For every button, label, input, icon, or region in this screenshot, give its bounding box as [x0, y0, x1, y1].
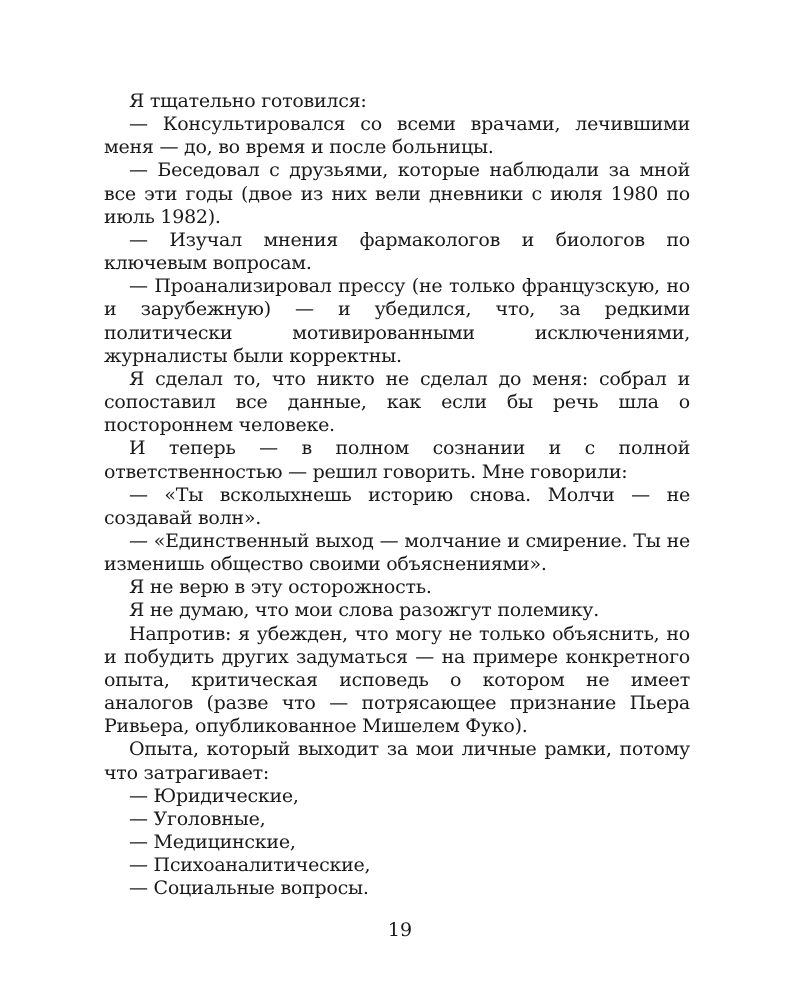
- paragraph: — Уголовные,: [129, 807, 266, 830]
- paragraph: Опыта, который выходит за мои личные рамки, потому что затрагивает:: [104, 738, 690, 784]
- paragraph: — Беседовал с друзьями, которые наблюдали за мной все эти годы (двое из них вели дневники с июля 1980 по июль 1982).: [104, 159, 690, 228]
- paragraph: — Проанализировал прессу (не только французскую, но и зарубежную) — и убедился, что, за редкими политически мотивированными исключениями, журналисты были корректны.: [104, 275, 690, 367]
- paragraph: Я не думаю, что мои слова разожгут полемику.: [129, 599, 600, 622]
- paragraph: Я не верю в эту осторожность.: [129, 576, 432, 599]
- paragraph: — Социальные вопросы.: [129, 877, 369, 900]
- paragraph: — «Единственный выход — молчание и смирение. Ты не изменишь общество своими объяснениями».: [104, 529, 690, 576]
- page-number: 19: [387, 919, 413, 941]
- paragraph: — Психоаналитические,: [129, 854, 371, 877]
- body-text: [104, 90, 690, 900]
- paragraph: — Консультировался со всеми врачами, лечившими меня — до, во время и после больницы.: [104, 113, 690, 159]
- paragraph: — Юридические,: [129, 784, 299, 807]
- paragraph: — «Ты всколыхнешь историю снова. Молчи — не создавай волн».: [104, 483, 690, 529]
- paragraph: — Изучал мнения фармакологов и биологов по ключевым вопросам.: [104, 228, 690, 275]
- paragraph: Я сделал то, что никто не сделал до меня: собрал и сопоставил все данные, как если бы речь шла о постороннем человеке.: [104, 367, 690, 437]
- paragraph: Я тщательно готовился:: [129, 90, 367, 112]
- paragraph: Напротив: я убежден, что могу не только объяснить, но и побудить других задуматься — на примере конкретного опыта, критическая исповедь о котором не имеет аналогов (разве что — потрясающее признание Пьера Ривьера, опубликованное Мишелем Фуко).: [104, 622, 690, 738]
- paragraph: — Медицинские,: [129, 831, 296, 853]
- paragraph: И теперь — в полном сознании и с полной ответственностью — решил говорить. Мне говорили:: [104, 437, 690, 483]
